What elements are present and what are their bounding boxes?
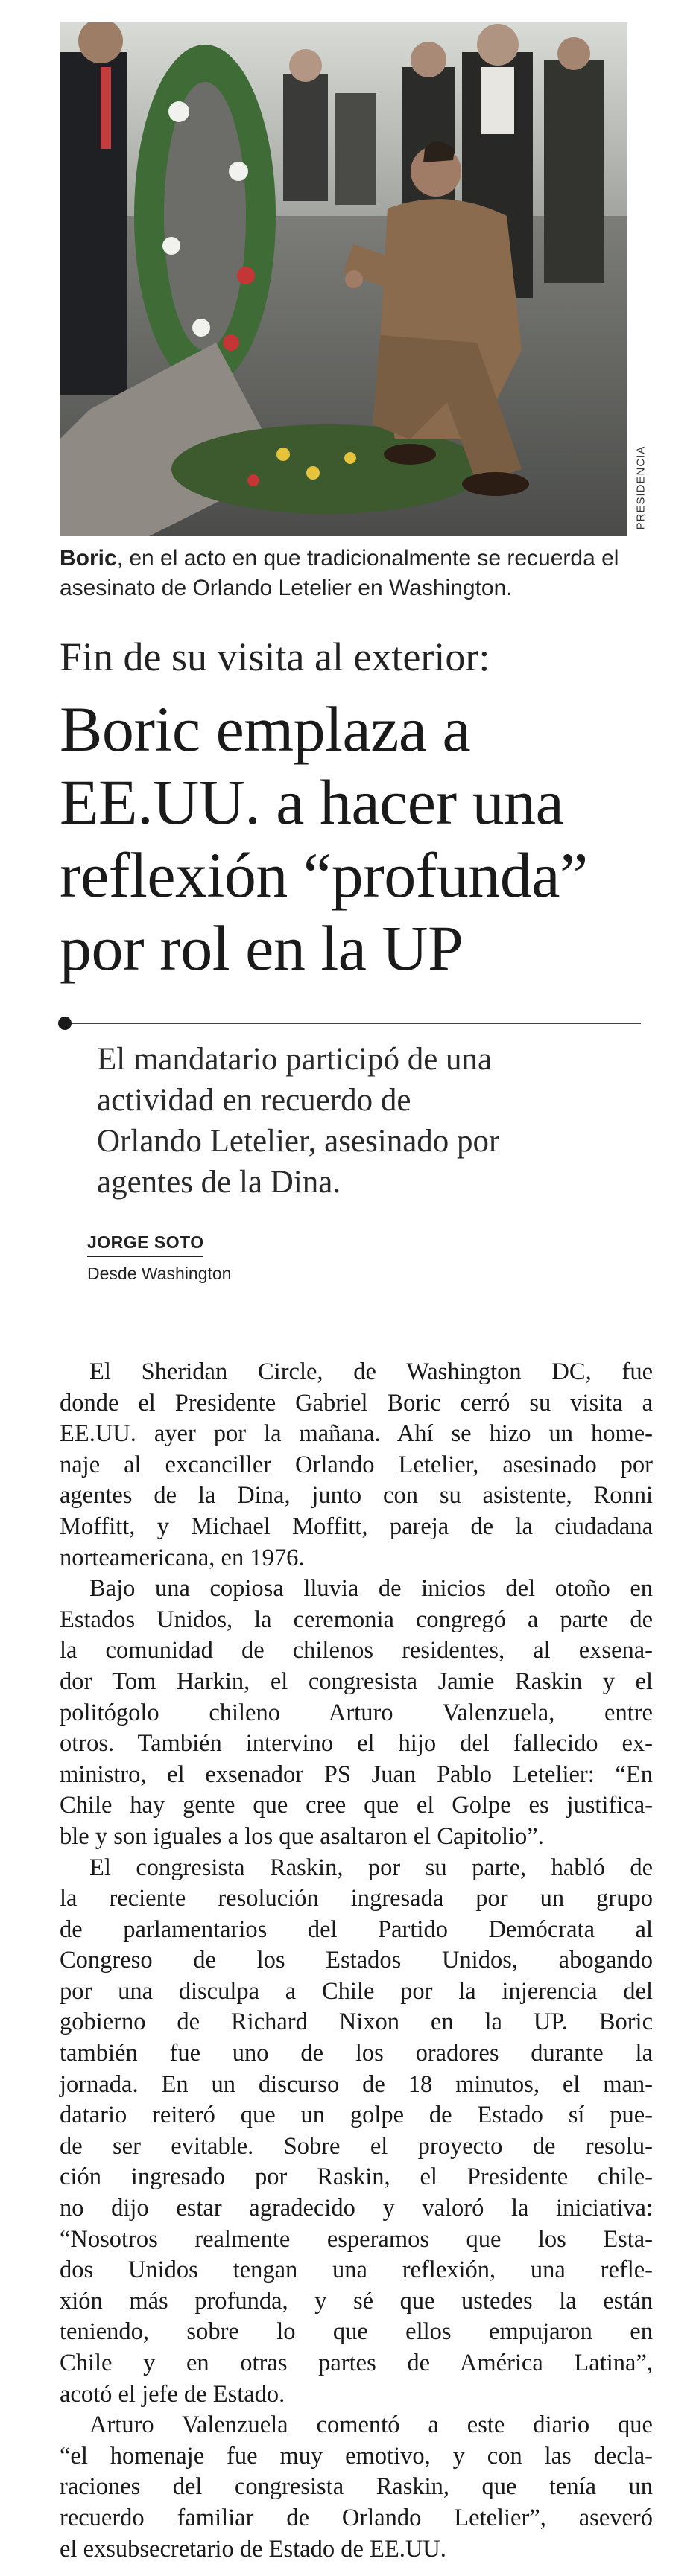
body-line: “Nosotros realmente esperamos que los Esta- (60, 2225, 653, 2253)
dateline: Desde Washington (87, 1264, 232, 1283)
body-line: EE.UU. ayer por la mañana. Ahí se hizo un home- (60, 1420, 653, 1448)
article-photo (60, 22, 627, 536)
kicker: Fin de su visita al exterior: (60, 635, 490, 679)
byline-underline (87, 1256, 203, 1257)
photo-caption (60, 544, 641, 603)
body-line: también fue uno de los oradores durante la (60, 2040, 653, 2067)
body-line: ble y son iguales a los que asaltaron el Capitolio”. (60, 1822, 544, 1850)
body-line: recuerdo familiar de Orlando Letelier”, aseveró (60, 2504, 653, 2531)
body-line: Chile hay gente que cree que el Golpe es justifica- (60, 1792, 653, 1819)
body-line: “el homenaje fue muy emotivo, y con las decla- (60, 2442, 653, 2470)
caption-lead: Boric (60, 546, 117, 570)
body-line: ción ingresado por Raskin, el Presidente chile- (60, 2163, 653, 2191)
body-line: otros. También intervino el hijo del fallecido ex- (60, 1730, 653, 1758)
body-line: politógolo chileno Arturo Valenzuela, entre (60, 1699, 653, 1726)
headline (60, 693, 671, 985)
body-line: Chile y en otras partes de América Latina”, (60, 2350, 653, 2376)
body-line: Estados Unidos, la ceremonia congregó a parte de (60, 1606, 653, 1633)
caption-text: , en el acto en que tradicionalmente se recuerda el asesinato de Orlando Letelier en Washington. (60, 546, 619, 600)
divider-dot (58, 1017, 72, 1030)
body-line: El congresista Raskin, por su parte, habló de (89, 1854, 653, 1881)
body-line: Arturo Valenzuela comentó a este diario que (89, 2411, 653, 2439)
body-line: agentes de la Dina, junto con su asistente, Ronni (60, 1482, 653, 1510)
article-body (60, 1357, 653, 2565)
photo-credit (633, 439, 648, 536)
body-line: el exsubsecretario de Estado de EE.UU. (60, 2535, 446, 2563)
body-line: acotó el jefe de Estado. (60, 2380, 285, 2408)
section-divider (60, 1023, 641, 1024)
headline-line: Boric emplaza a (60, 693, 471, 765)
body-line: jornada. En un discurso de 18 minutos, el man- (60, 2070, 653, 2098)
body-line: de ser evitable. Sobre el proyecto de resolu- (60, 2132, 653, 2160)
body-line: Moffitt, y Michael Moffitt, pareja de la ciudadana (60, 1513, 653, 1540)
body-line: no dijo estar agradecido y valoró la iniciativa: (60, 2195, 653, 2222)
body-line: la comunidad de chilenos residentes, al exsena- (60, 1637, 653, 1664)
body-line: raciones del congresista Raskin, que tenía un (60, 2473, 653, 2501)
body-line: donde el Presidente Gabriel Boric cerró su visita a (60, 1389, 653, 1416)
deck (97, 1039, 648, 1203)
body-line: dos Unidos tengan una reflexión, una refle- (60, 2257, 653, 2284)
body-line: naje al excanciller Orlando Letelier, asesinado por (60, 1451, 653, 1478)
body-line: teniendo, sobre lo que ellos empujaron en (60, 2318, 653, 2346)
body-line: datario reiteró que un golpe de Estado sí pue- (60, 2102, 653, 2129)
body-line: norteamericana, en 1976. (60, 1544, 305, 1571)
body-line: El Sheridan Circle, de Washington DC, fue (89, 1358, 653, 1385)
body-line: Bajo una copiosa lluvia de inicios del otoño en (89, 1575, 653, 1603)
body-line: dor Tom Harkin, el congresista Jamie Raskin y el (60, 1667, 653, 1695)
deck-line: actividad en recuerdo de (97, 1083, 411, 1118)
body-line: la reciente resolución ingresada por un grupo (60, 1885, 653, 1912)
body-line: xión más profunda, y sé que ustedes la están (60, 2287, 653, 2315)
body-line: gobierno de Richard Nixon en la UP. Boric (60, 2009, 653, 2036)
headline-line: reflexión “profunda” (60, 839, 588, 911)
photo-credit-text: PRESIDENCIA (634, 445, 648, 530)
body-line: ministro, el exsenador PS Juan Pablo Letelier: “En (60, 1761, 653, 1788)
deck-line: agentes de la Dina. (97, 1165, 341, 1200)
body-line: de parlamentarios del Partido Demócrata al (60, 1915, 653, 1943)
body-line: por una disculpa a Chile por la injerencia del (60, 1977, 653, 2005)
headline-line: EE.UU. a hacer una (60, 766, 564, 838)
memorial-photo-illustration (60, 22, 627, 536)
deck-line: Orlando Letelier, asesinado por (97, 1124, 500, 1159)
body-line: Congreso de los Estados Unidos, abogando (60, 1947, 653, 1974)
headline-line: por rol en la UP (60, 912, 464, 984)
deck-line: El mandatario participó de una (97, 1042, 493, 1077)
byline-author: JORGE SOTO (87, 1233, 204, 1252)
